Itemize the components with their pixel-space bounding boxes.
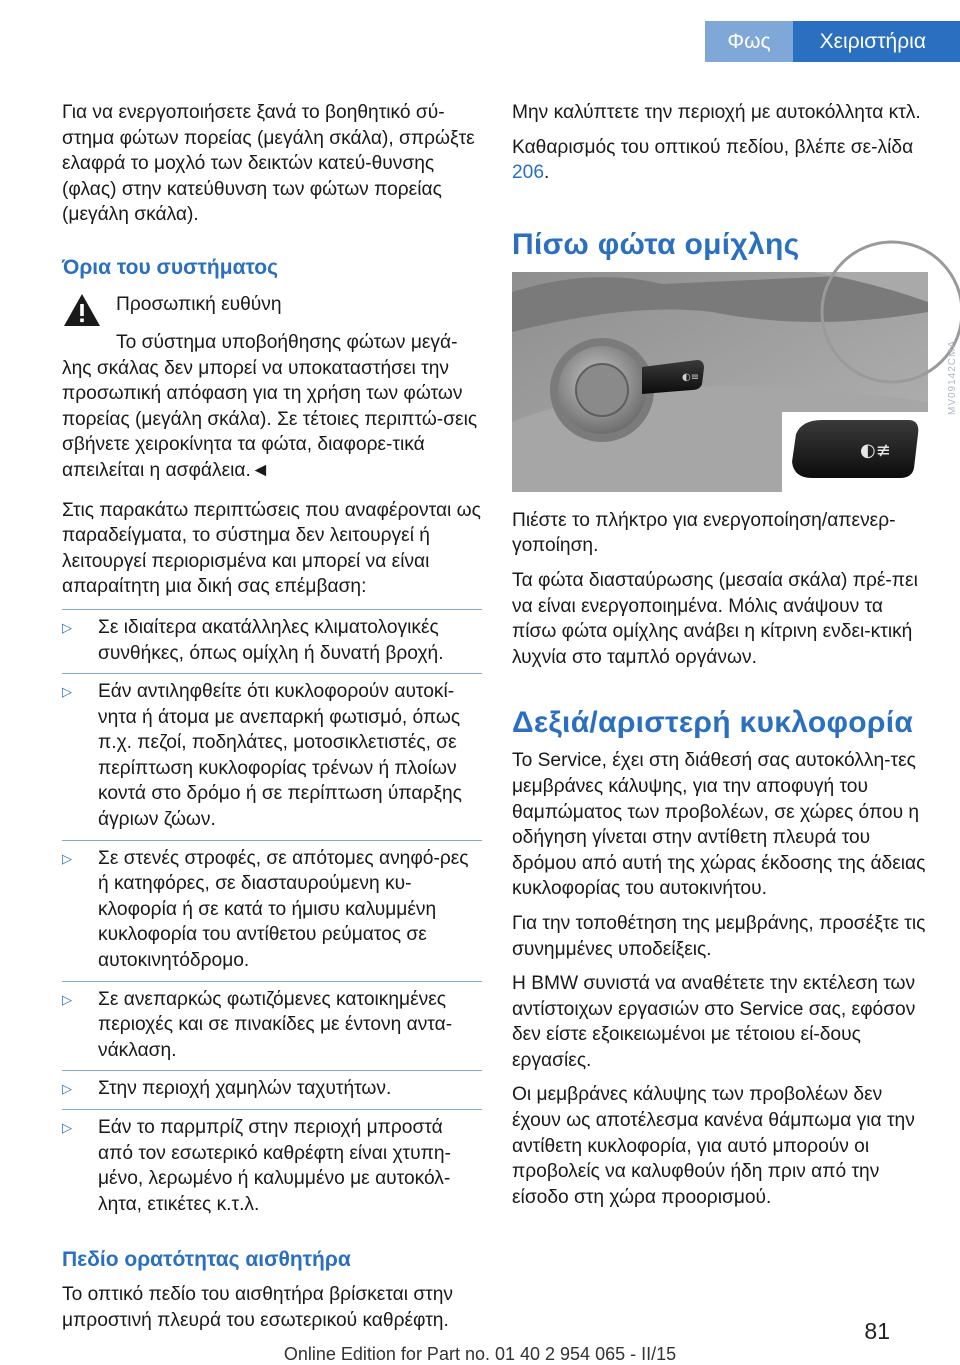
warning-block: [62, 290, 482, 328]
sensor-heading: Πεδίο ορατότητας αισθητήρα: [62, 1248, 351, 1272]
page-number: 81: [864, 1318, 890, 1344]
left-column: [62, 100, 482, 1343]
fog-press-paragraph: Πιέστε το πλήκτρο για ενεργοποίηση/απενερ-γοποίηση.: [512, 509, 896, 557]
warning-triangle-icon: [62, 292, 102, 328]
limits-heading: Όρια του συστήματος: [62, 255, 279, 279]
list-item: ▷ Στην περιοχή χαμηλών ταχυτήτων.: [62, 1071, 482, 1110]
bullet-triangle-icon: ▷: [62, 684, 72, 700]
limitations-list: [62, 609, 482, 1224]
dashboard-illustration: [512, 272, 928, 492]
list-item: ▷ Σε ιδιαίτερα ακατάλληλες κλιματολογικές συνθήκες, όπως ομίχλη ή δυνατή βροχή.: [62, 609, 482, 674]
svg-text:◐≡: ◐≡: [682, 371, 700, 383]
bullet-triangle-icon: ▷: [62, 1081, 72, 1097]
fog-light-button-photo: [512, 272, 958, 492]
fog-lights-heading: Πίσω φώτα ομίχλης: [512, 227, 800, 261]
list-item: ▷ Εάν αντιληφθείτε ότι κυκλοφορούν αυτοκί-νητα ή άτομα με ανεπαρκή φωτισμό, όπως π.χ. πεζοί, ποδηλάτες, μοτοσικλετιστές, σε περίπτωση κυκλοφορίας τρένων ή πλοίων κοντά στο δρόμο ή σε περίπτωση ύπαρξης άγριων ζώων.: [62, 674, 482, 841]
list-item: ▷ Σε στενές στροφές, σε απότομες ανηφό-ρες ή κατηφόρες, σε διασταυρούμενη κυ-κλοφορία ή σε κατά το ήμισυ καλυμμένη κυκλοφορία του αντίθετου ρεύματος σε αυτοκινητόδρομο.: [62, 841, 482, 982]
right-column: [512, 100, 958, 1219]
footer-edition: Online Edition for Part no. 01 40 2 954 065 - II/15: [283, 1344, 677, 1364]
bullet-triangle-icon: ▷: [62, 850, 72, 866]
traffic-heading: Δεξιά/αριστερή κυκλοφορία: [512, 706, 914, 740]
tab-lights[interactable]: Φως: [705, 21, 792, 62]
cleaning-paragraph: Καθαρισμός του οπτικού πεδίου, βλέπε σε-λίδα 206.: [512, 136, 914, 184]
traffic-paragraph-4: Οι μεμβράνες κάλυψης των προβολέων δεν έχουν ως αποτέλεσμα κανένα θάμπωμα για την αντίθετη κυκλοφορία, για αυτό μπορούν οι προβολείς να καλυφθούν ήδη πριν από την είσοδο στη χώρα προορισμού.: [512, 1084, 915, 1208]
fog-indicator-paragraph: Τα φώτα διασταύρωσης (μεσαία σκάλα) πρέ-πει να είναι ενεργοποιημένα. Μόλις ανάψουν τα πίσω φώτα ομίχλης ανάβει η κίτρινη ενδει-κτική λυχνία στο ταμπλό οργάνων.: [512, 569, 918, 668]
bullet-triangle-icon: ▷: [62, 1120, 72, 1135]
traffic-paragraph-3: Η BMW συνιστά να αναθέτετε την εκτέλεση των αντίστοιχων εργασιών στο Service σας, εφόσον δεν είστε εξοικειωμένοι με τέτοιου εί-δους εργασίες.: [512, 973, 916, 1071]
traffic-paragraph-2: Για την τοποθέτηση της μεμβράνης, προσέξτε τις συνημμένες υποδείξεις.: [512, 912, 926, 960]
bullet-triangle-icon: ▷: [62, 619, 72, 635]
warning-text: Το σύστημα υποβοήθησης φώτων μεγά-λης σκάλας δεν μπορεί να υποκαταστήσει την προσωπική απόφαση για τη χρήση των φώτων πορείας (μεγάλη σκάλα). Σε τέτοιες περιπτώ-σεις σβήνετε χειροκίνητα τα φώτα, διαφορε-τικά απειλείται η ασφάλεια.◄: [62, 331, 478, 481]
page-link[interactable]: 206: [512, 162, 545, 184]
sensor-text: Το οπτικό πεδίο του αισθητήρα βρίσκεται στην μπροστινή πλευρά του εσωτερικού καθρέφτη.: [62, 1284, 454, 1331]
fog-light-icon: ◐≢: [860, 439, 891, 461]
cases-intro: Στις παρακάτω περιπτώσεις που αναφέρονται ως παραδείγματα, το σύστημα δεν λειτουργεί ή λειτουργεί περιορισμένα και μπορεί να είναι απαραίτητη μια δική σας επέμβαση:: [62, 499, 481, 598]
warning-title: Προσωπική ευθύνη: [116, 293, 282, 315]
intro-paragraph: Για να ενεργοποιήσετε ξανά το βοηθητικό σύ-στημα φώτων πορείας (μεγάλη σκάλα), σπρώξτε ελαφρά το μοχλό των δεικτών κατεύ-θυνσης (φλας) στην κατεύθυνση των φώτων πορείας (μεγάλη σκάλα).: [62, 102, 475, 226]
traffic-paragraph-1: Το Service, έχει στη διάθεσή σας αυτοκόλλη-τες μεμβράνες κάλυψης, για την αποφυγή του θαμπώματος των προβολέων, σε χώρες όπου η οδήγηση γίνεται στην αντίθετη πλευρά του δρόμου από αυτή της χώρας έκδοσης της άδειας κυκλοφορίας του αυτοκινήτου.: [512, 750, 926, 900]
list-item: ▷ Εάν το παρμπρίζ στην περιοχή μπροστά από τον εσωτερικό καθρέφτη είναι χτυπη-μένο, λερωμένο ή καλυμμένο με αυτοκόλ-λητα, ετικέτες κ.τ.λ.: [62, 1110, 482, 1224]
list-item: ▷ Σε ανεπαρκώς φωτιζόμενες κατοικημένες περιοχές και σε πινακίδες με έντονη αντα-νάκλαση.: [62, 982, 482, 1072]
cover-paragraph: Μην καλύπτετε την περιοχή με αυτοκόλλητα κτλ.: [512, 102, 921, 123]
header-tabs: [705, 21, 960, 62]
tab-controls[interactable]: Χειριστήρια: [793, 21, 960, 62]
image-code: MV09142CMA: [946, 339, 958, 415]
bullet-triangle-icon: ▷: [62, 991, 72, 1007]
